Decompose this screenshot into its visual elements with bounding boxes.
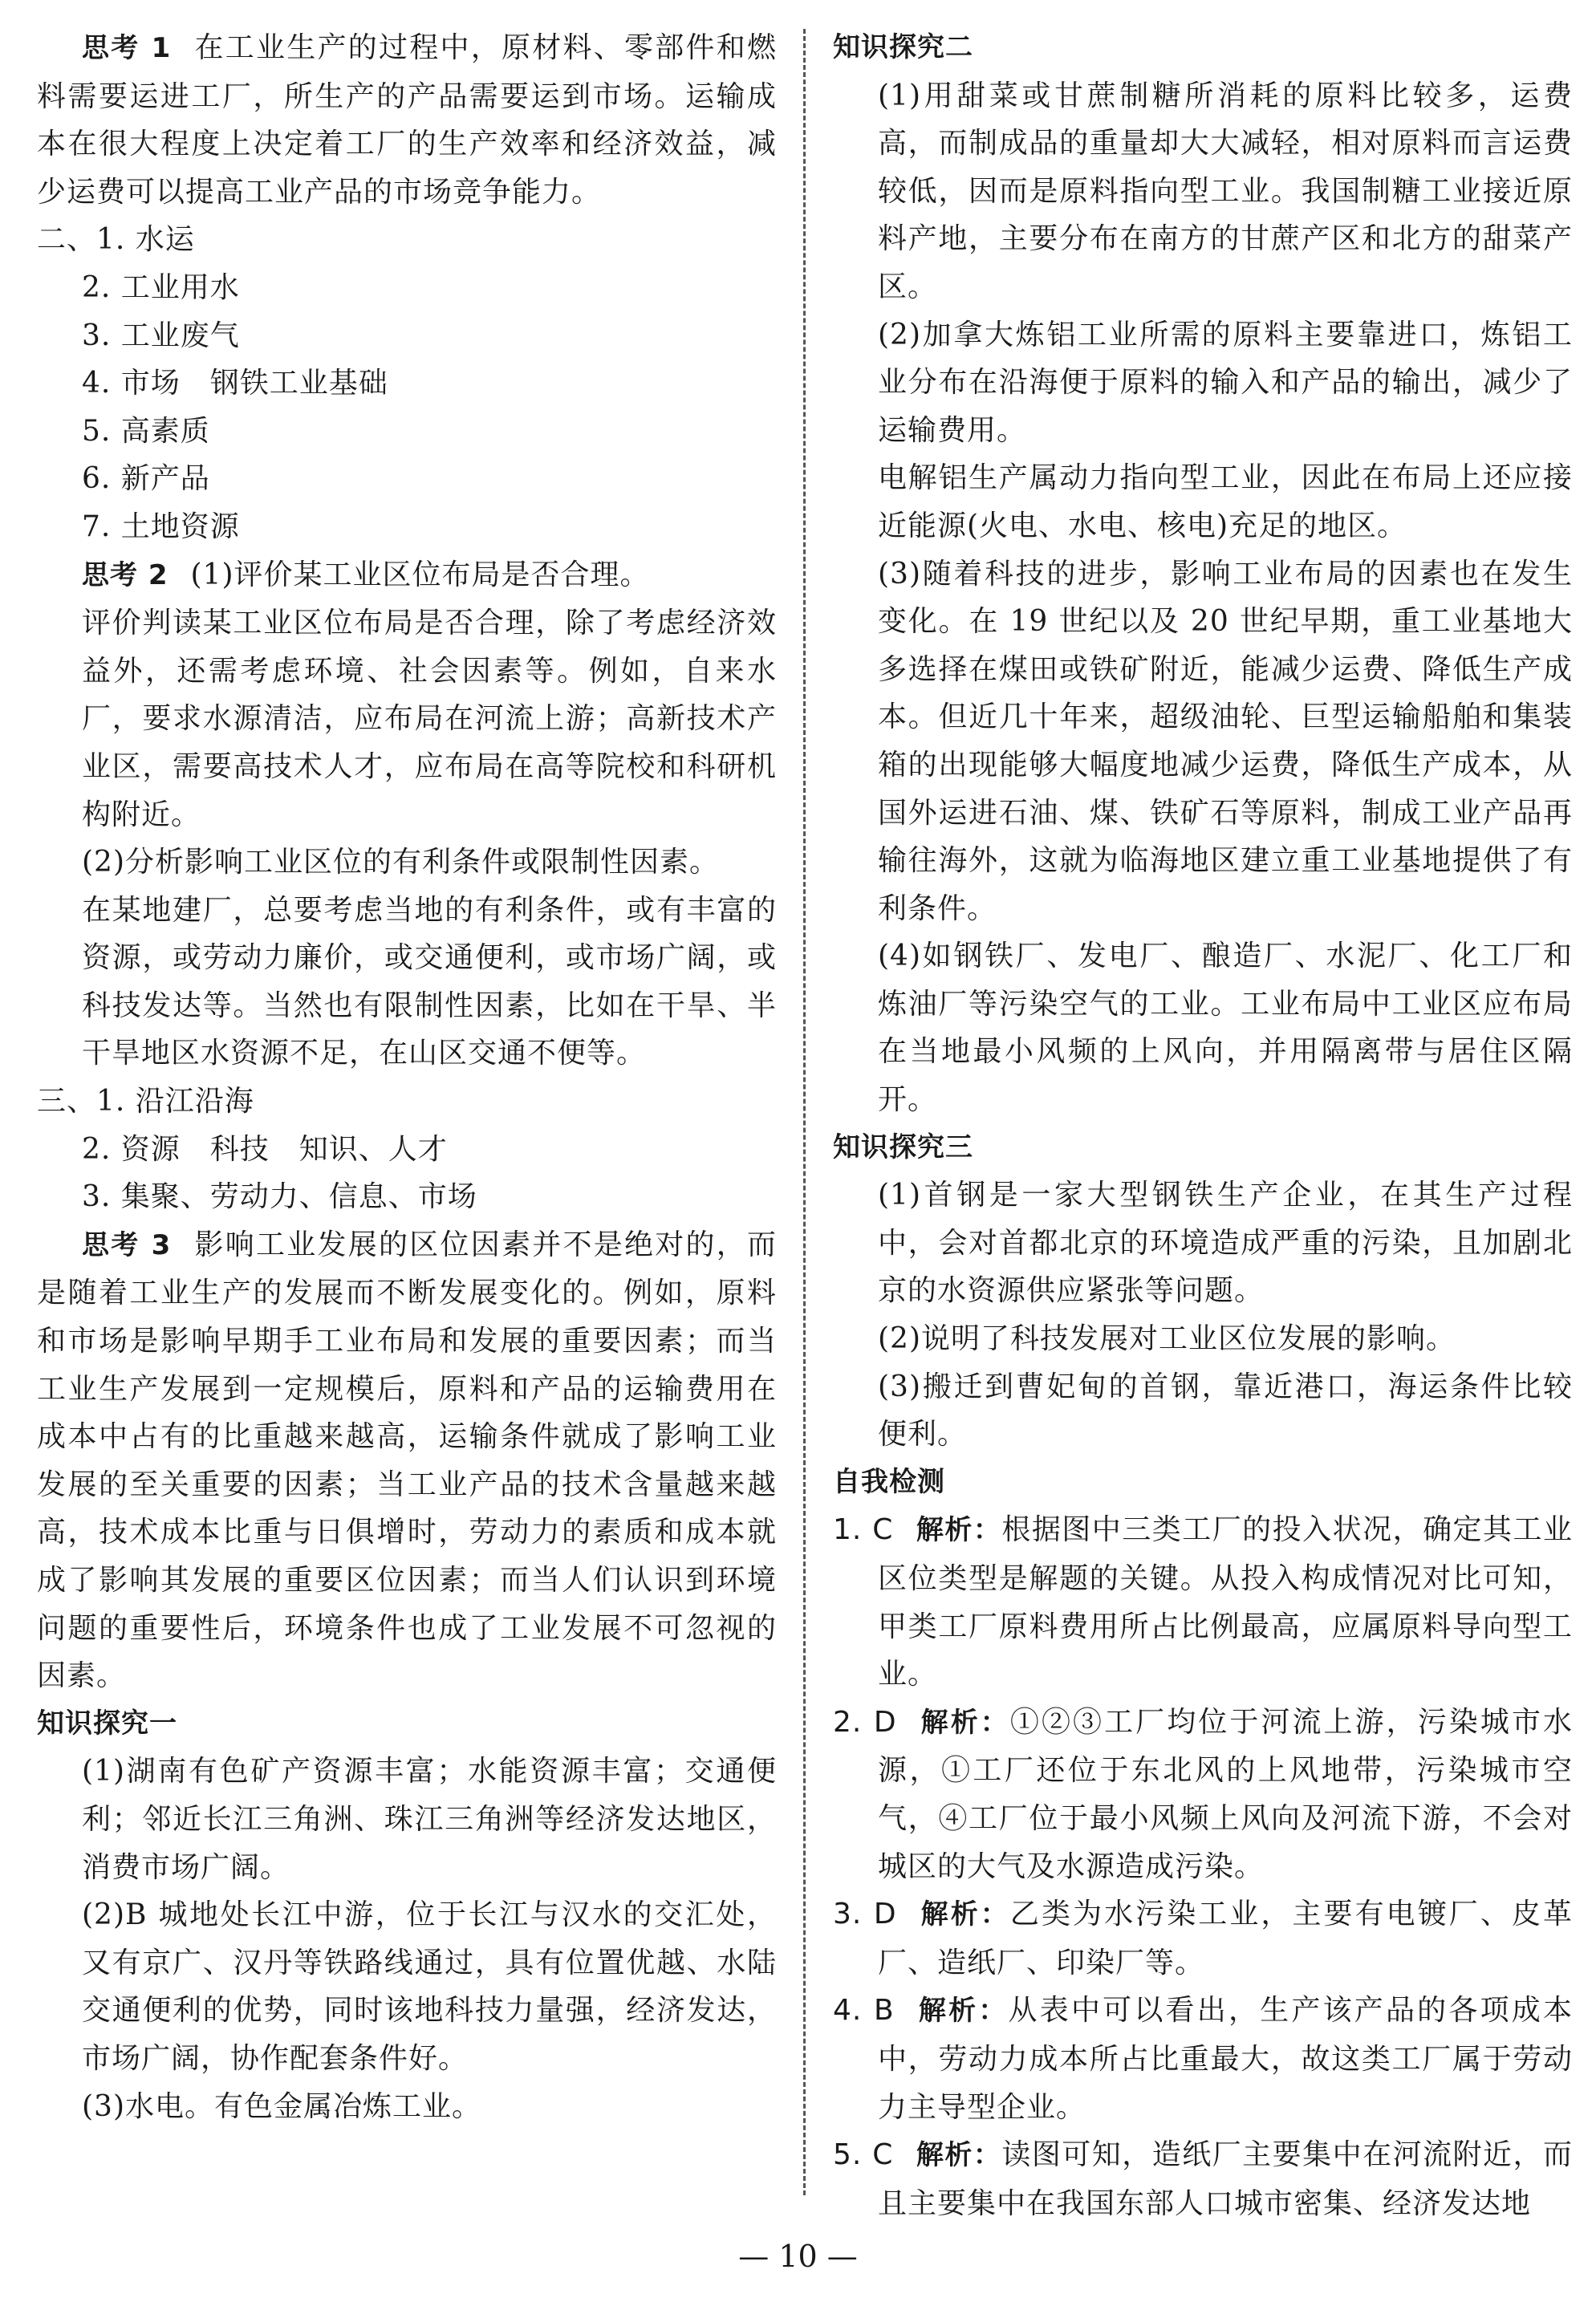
thinking-1-label: 思考 1	[82, 32, 172, 64]
analysis-label: 解析：	[916, 1514, 1002, 1547]
thinking-3	[37, 1221, 777, 1700]
column-divider	[803, 29, 806, 2195]
section-3-item: 3. 集聚、劳动力、信息、市场	[82, 1180, 477, 1214]
thinking-3-text: 影响工业发展的区位因素并不是绝对的，而是随着工业生产的发展而不断发展变化的。例如，原料和市场是影响早期手工业布局和发展的重要因素；而当工业生产发展到一定规模后，原料和产品的运输费用在成本中占有的比重越来越高，运输条件就成了影响工业发展的至关重要的因素；当工业产品的技术含量越来越高，技术成本比重与日俱增时，劳动力的素质和成本就成了影响其发展的重要区位因素；而当人们认识到环境问题的重要性后，环境条件也成了工业发展不可忽视的因素。	[37, 1228, 777, 1693]
knowledge-2-p4: (4)如钢铁厂、发电厂、酿造厂、水泥厂、化工厂和炼油厂等污染空气的工业。工业布局中工业区应布局在当地最小风频的上风向，并用隔离带与居住区隔开。	[878, 940, 1573, 1117]
knowledge-3-p3: (3)搬迁到曹妃甸的首钢，靠近港口，海运条件比较便利。	[878, 1370, 1573, 1451]
answer-number: 3. D	[833, 1898, 897, 1931]
knowledge-3-p2: (2)说明了科技发展对工业区位发展的影响。	[878, 1322, 1456, 1356]
right-column	[833, 24, 1573, 2227]
knowledge-2-title: 知识探究二	[833, 31, 973, 63]
thinking-2-a1: 评价判读某工业区位布局是否合理，除了考虑经济效益外，还需考虑环境、社会因素等。例如，自来水厂，要求水源清洁，应布局在河流上游；高新技术产业区，需要高技术人才，应布局在高等院校和科研机构附近。	[82, 607, 777, 831]
knowledge-3-p1: (1)首钢是一家大型钢铁生产企业，在其生产过程中，会对首都北京的环境造成严重的污染，且加剧北京的水资源供应紧张等问题。	[878, 1179, 1573, 1308]
thinking-3-label: 思考 3	[82, 1228, 172, 1261]
self-check-item	[833, 2131, 1573, 2227]
answer-number: 5. C	[833, 2138, 894, 2172]
knowledge-2-p2: (2)加拿大炼铝工业所需的原料主要靠进口，炼铝工业分布在沿海便于原料的输入和产品的输出，减少了运输费用。	[878, 318, 1573, 447]
left-column	[37, 24, 777, 2130]
section-2-item: 6. 新产品	[82, 462, 210, 496]
knowledge-2-p1: (1)用甜菜或甘蔗制糖所消耗的原料比较多，运费高，而制成品的重量却大大减轻，相对原料而言运费较低，因而是原料指向型工业。我国制糖工业接近原料产地，主要分布在南方的甘蔗产区和北方的甜菜产区。	[878, 79, 1573, 303]
section-2-item: 3. 工业废气	[82, 319, 240, 352]
analysis-label: 解析：	[919, 1706, 1010, 1739]
analysis-label: 解析：	[916, 2139, 1002, 2172]
self-check-title: 自我检测	[833, 1465, 945, 1498]
knowledge-2-p3: (3)随着科技的进步，影响工业布局的因素也在发生变化。在 19 世纪以及 20 世纪早期，重工业基地大多选择在煤田或铁矿附近，能减少运费、降低生产成本。但近几十年来，超级油轮、巨型运输船舶和集装箱的出现能够大幅度地减少运费，降低生产成本，从国外运进石油、煤、铁矿石等原料，制成工业产品再输往海外，这就为临海地区建立重工业基地提供了有利条件。	[878, 557, 1573, 925]
analysis-label: 解析：	[919, 1898, 1010, 1931]
self-check-item	[833, 1987, 1573, 2131]
analysis-text: ①②③工厂均位于河流上游，污染城市水源，①工厂还位于东北风的上风地带，污染城市空气，④工厂位于最小风频上风向及河流下游，不会对城区的大气及水源造成污染。	[878, 1705, 1574, 1883]
section-2-head: 二、1. 水运	[37, 223, 195, 257]
answer-number: 2. D	[833, 1705, 897, 1739]
section-2-item: 2. 工业用水	[82, 270, 240, 304]
self-check-item	[833, 1890, 1573, 1987]
page-number: — 10 —	[738, 2239, 858, 2274]
analysis-text: 根据图中三类工厂的投入状况，确定其工业区位类型是解题的关键。从投入构成情况对比可知，甲类工厂原料费用所占比例最高，应属原料导向型工业。	[878, 1513, 1573, 1691]
answer-number: 1. C	[833, 1513, 894, 1547]
analysis-text: 从表中可以看出，生产该产品的各项成本中，劳动力成本所占比重最大，故这类工厂属于劳动力主导型企业。	[878, 1994, 1573, 2124]
self-check-item	[833, 1506, 1573, 1698]
knowledge-3-title: 知识探究三	[833, 1131, 973, 1163]
analysis-text: 乙类为水污染工业，主要有电镀厂、皮革厂、造纸厂、印染厂等。	[878, 1898, 1574, 1979]
knowledge-1-title: 知识探究一	[37, 1707, 177, 1740]
section-3-item: 2. 资源 科技 知识、人才	[82, 1132, 448, 1166]
self-check-item	[833, 1699, 1573, 1890]
thinking-2-q1	[37, 551, 777, 600]
thinking-2-label: 思考 2	[82, 558, 169, 591]
analysis-label: 解析：	[916, 1995, 1009, 2028]
thinking-2-q2: (2)分析影响工业区位的有利条件或限制性因素。	[82, 846, 719, 879]
thinking-2-q1-text: (1)评价某工业区位布局是否合理。	[190, 558, 650, 591]
knowledge-1-p2: (2)B 城地处长江中游，位于长江与汉水的交汇处，又有京广、汉丹等铁路线通过，具有位置优越、水陆交通便利的优势，同时该地科技力量强，经济发达，市场广阔，协作配套条件好。	[82, 1898, 777, 2075]
section-2-item: 4. 市场 钢铁工业基础	[82, 367, 388, 400]
thinking-2-a2: 在某地建厂，总要考虑当地的有利条件，或有丰富的资源，或劳动力廉价，或交通便利，或市场广阔，或科技发达等。当然也有限制性因素，比如在干旱、半干旱地区水资源不足，在山区交通不便等。	[82, 893, 777, 1070]
section-2-item: 7. 土地资源	[82, 510, 240, 543]
knowledge-2-p2b: 电解铝生产属动力指向型工业，因此在布局上还应接近能源(火电、水电、核电)充足的地区。	[878, 461, 1573, 542]
knowledge-1-p1: (1)湖南有色矿产资源丰富；水能资源丰富；交通便利；邻近长江三角洲、珠江三角洲等经济发达地区，消费市场广阔。	[82, 1755, 777, 1884]
analysis-text: 读图可知，造纸厂主要集中在河流附近，而且主要集中在我国东部人口城市密集、经济发达地	[878, 2138, 1573, 2220]
knowledge-1-p3: (3)水电。有色金属冶炼工业。	[82, 2089, 481, 2123]
thinking-1	[37, 24, 777, 216]
section-2-item: 5. 高素质	[82, 414, 210, 448]
section-3-head: 三、1. 沿江沿海	[37, 1085, 254, 1119]
thinking-1-text: 在工业生产的过程中，原材料、零部件和燃料需要运进工厂，所生产的产品需要运到市场。运输成本在很大程度上决定着工厂的生产效率和经济效益，减少运费可以提高工业产品的市场竞争能力。	[37, 31, 777, 209]
answer-number: 4. B	[833, 1994, 895, 2028]
